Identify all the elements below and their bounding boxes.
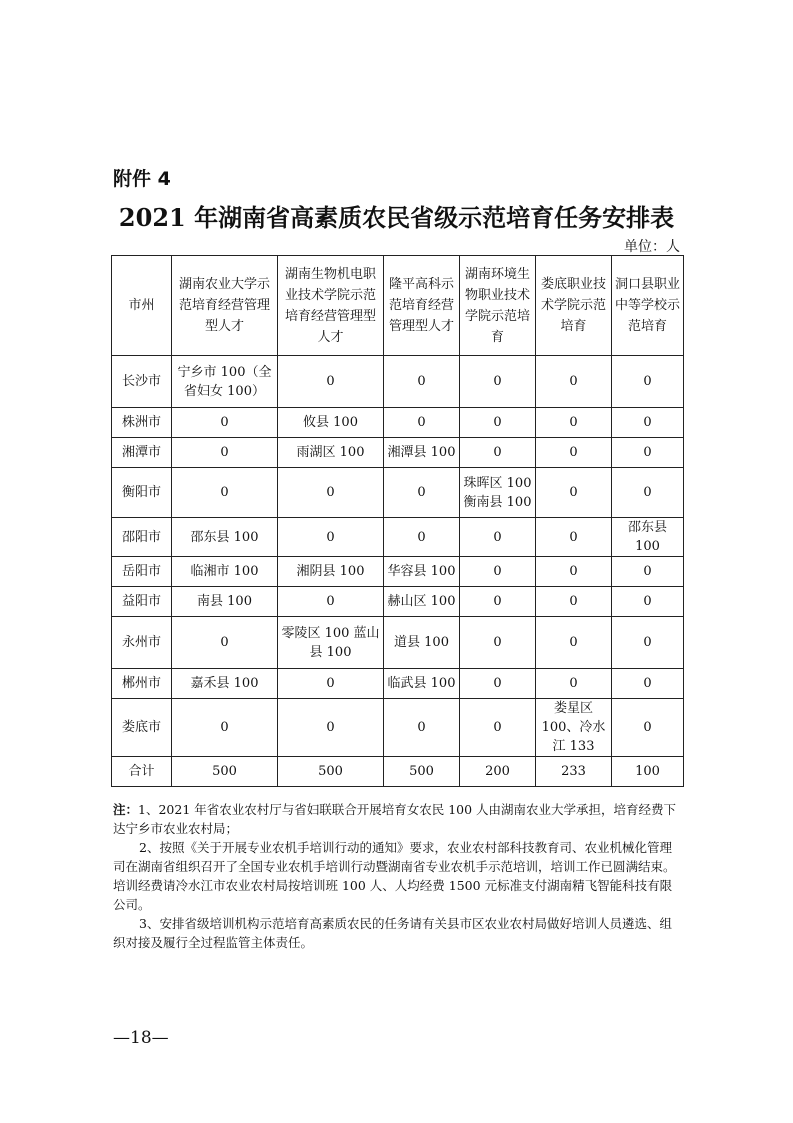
table-row xyxy=(112,356,684,408)
city-cell: 岳阳市 xyxy=(112,557,172,587)
table-cell: 攸县 100 xyxy=(278,408,384,438)
table-cell: 0 xyxy=(384,468,460,518)
table-cell: 0 xyxy=(460,518,536,557)
table-cell: 0 xyxy=(612,356,684,408)
task-table xyxy=(111,255,684,787)
table-cell: 0 xyxy=(278,518,384,557)
table-cell: 0 xyxy=(384,518,460,557)
table-cell: 0 xyxy=(612,669,684,699)
table-row xyxy=(112,557,684,587)
table-cell: 雨湖区 100 xyxy=(278,438,384,468)
table-cell: 0 xyxy=(536,518,612,557)
table-cell: 湘潭县 100 xyxy=(384,438,460,468)
table-cell: 0 xyxy=(612,699,684,757)
attachment-label: 附件 4 xyxy=(113,168,171,190)
table-cell: 0 xyxy=(612,468,684,518)
table-cell: 0 xyxy=(612,557,684,587)
table-cell: 0 xyxy=(384,408,460,438)
table-cell: 0 xyxy=(172,408,278,438)
city-cell: 湘潭市 xyxy=(112,438,172,468)
table-cell: 零陵区 100 蓝山县 100 xyxy=(278,617,384,669)
table-cell: 0 xyxy=(460,438,536,468)
header-city: 市州 xyxy=(112,256,172,356)
table-cell: 0 xyxy=(536,408,612,438)
table-cell: 南县 100 xyxy=(172,587,278,617)
table-cell: 华容县 100 xyxy=(384,557,460,587)
document-title: 2021 年湖南省高素质农民省级示范培育任务安排表 xyxy=(118,203,675,232)
table-cell: 0 xyxy=(278,699,384,757)
table-cell: 0 xyxy=(384,356,460,408)
city-cell: 永州市 xyxy=(112,617,172,669)
table-cell: 0 xyxy=(278,669,384,699)
table-cell: 嘉禾县 100 xyxy=(172,669,278,699)
city-cell: 株洲市 xyxy=(112,408,172,438)
table-cell: 0 xyxy=(536,356,612,408)
table-row xyxy=(112,468,684,518)
table-cell: 0 xyxy=(460,557,536,587)
city-cell: 衡阳市 xyxy=(112,468,172,518)
table-cell: 0 xyxy=(460,356,536,408)
note-text-3: 3、安排省级培训机构示范培育高素质农民的任务请有关县市区农业农村局做好培训人员遴选、组织对接及履行全过程监管主体责任。 xyxy=(113,916,672,950)
table-cell: 0 xyxy=(536,438,612,468)
unit-label: 单位：人 xyxy=(624,239,680,255)
table-cell: 宁乡市 100（全省妇女 100） xyxy=(172,356,278,408)
table-cell: 0 xyxy=(612,587,684,617)
header-col-5: 娄底职业技术学院示范培育 xyxy=(536,256,612,356)
page-number: —18— xyxy=(113,1028,169,1048)
table-cell: 0 xyxy=(536,587,612,617)
note-text-2: 2、按照《关于开展专业农机手培训行动的通知》要求，农业农村部科技教育司、农业机械化管理司在湖南省组织召开了全国专业农机手培训行动暨湖南省专业农机手示范培训，培训工作已圆满结束。培训经费请冷水江市农业农村局按培训班 100 人、人均经费 1500 元标准支付湖南精飞智能科技有限公司。 xyxy=(113,840,676,912)
note-item-3 xyxy=(113,914,681,952)
total-cell: 500 xyxy=(172,757,278,787)
table-row xyxy=(112,699,684,757)
table-cell: 临武县 100 xyxy=(384,669,460,699)
note-item-1 xyxy=(113,800,681,838)
table-cell: 0 xyxy=(460,669,536,699)
total-cell: 500 xyxy=(278,757,384,787)
table-cell: 0 xyxy=(172,699,278,757)
table-cell: 0 xyxy=(536,617,612,669)
note-item-2 xyxy=(113,838,681,914)
city-cell: 邵阳市 xyxy=(112,518,172,557)
table-row xyxy=(112,438,684,468)
notes-section xyxy=(113,800,681,952)
table-cell: 0 xyxy=(460,408,536,438)
table-cell: 0 xyxy=(460,587,536,617)
table-cell: 0 xyxy=(460,699,536,757)
table-cell: 0 xyxy=(384,699,460,757)
table-cell: 邵东县 100 xyxy=(612,518,684,557)
table-cell: 0 xyxy=(172,617,278,669)
header-col-1: 湖南农业大学示范培育经营管理型人才 xyxy=(172,256,278,356)
table-cell: 0 xyxy=(612,617,684,669)
table-cell: 0 xyxy=(536,669,612,699)
table-cell: 0 xyxy=(278,356,384,408)
table-cell: 0 xyxy=(278,468,384,518)
total-label-cell: 合计 xyxy=(112,757,172,787)
table-row xyxy=(112,587,684,617)
table-cell: 0 xyxy=(172,468,278,518)
table-cell: 0 xyxy=(172,438,278,468)
table-cell: 0 xyxy=(536,468,612,518)
table-cell: 0 xyxy=(612,438,684,468)
header-col-6: 洞口县职业中等学校示范培育 xyxy=(612,256,684,356)
table-row xyxy=(112,408,684,438)
table-header-row xyxy=(112,256,684,356)
total-cell: 100 xyxy=(612,757,684,787)
table-cell: 赫山区 100 xyxy=(384,587,460,617)
table-total-row xyxy=(112,757,684,787)
table-row xyxy=(112,518,684,557)
total-cell: 233 xyxy=(536,757,612,787)
city-cell: 娄底市 xyxy=(112,699,172,757)
city-cell: 长沙市 xyxy=(112,356,172,408)
table-cell: 0 xyxy=(536,557,612,587)
table-cell: 0 xyxy=(612,408,684,438)
city-cell: 郴州市 xyxy=(112,669,172,699)
notes-label: 注： xyxy=(113,802,139,817)
table-cell: 0 xyxy=(460,617,536,669)
note-text-1: 1、2021 年省农业农村厅与省妇联联合开展培育女农民 100 人由湖南农业大学承担，培育经费下达宁乡市农业农村局； xyxy=(113,802,677,836)
table-cell: 邵东县 100 xyxy=(172,518,278,557)
table-cell: 临湘市 100 xyxy=(172,557,278,587)
table-row xyxy=(112,669,684,699)
city-cell: 益阳市 xyxy=(112,587,172,617)
table-cell: 珠晖区 100 衡南县 100 xyxy=(460,468,536,518)
table-cell: 湘阴县 100 xyxy=(278,557,384,587)
total-cell: 200 xyxy=(460,757,536,787)
header-col-4: 湖南环境生物职业技术学院示范培育 xyxy=(460,256,536,356)
table-cell: 娄星区 100、冷水江 133 xyxy=(536,699,612,757)
total-cell: 500 xyxy=(384,757,460,787)
header-col-3: 隆平高科示范培育经营管理型人才 xyxy=(384,256,460,356)
table-cell: 道县 100 xyxy=(384,617,460,669)
table-row xyxy=(112,617,684,669)
table-cell: 0 xyxy=(278,587,384,617)
header-col-2: 湖南生物机电职业技术学院示范培育经营管理型人才 xyxy=(278,256,384,356)
